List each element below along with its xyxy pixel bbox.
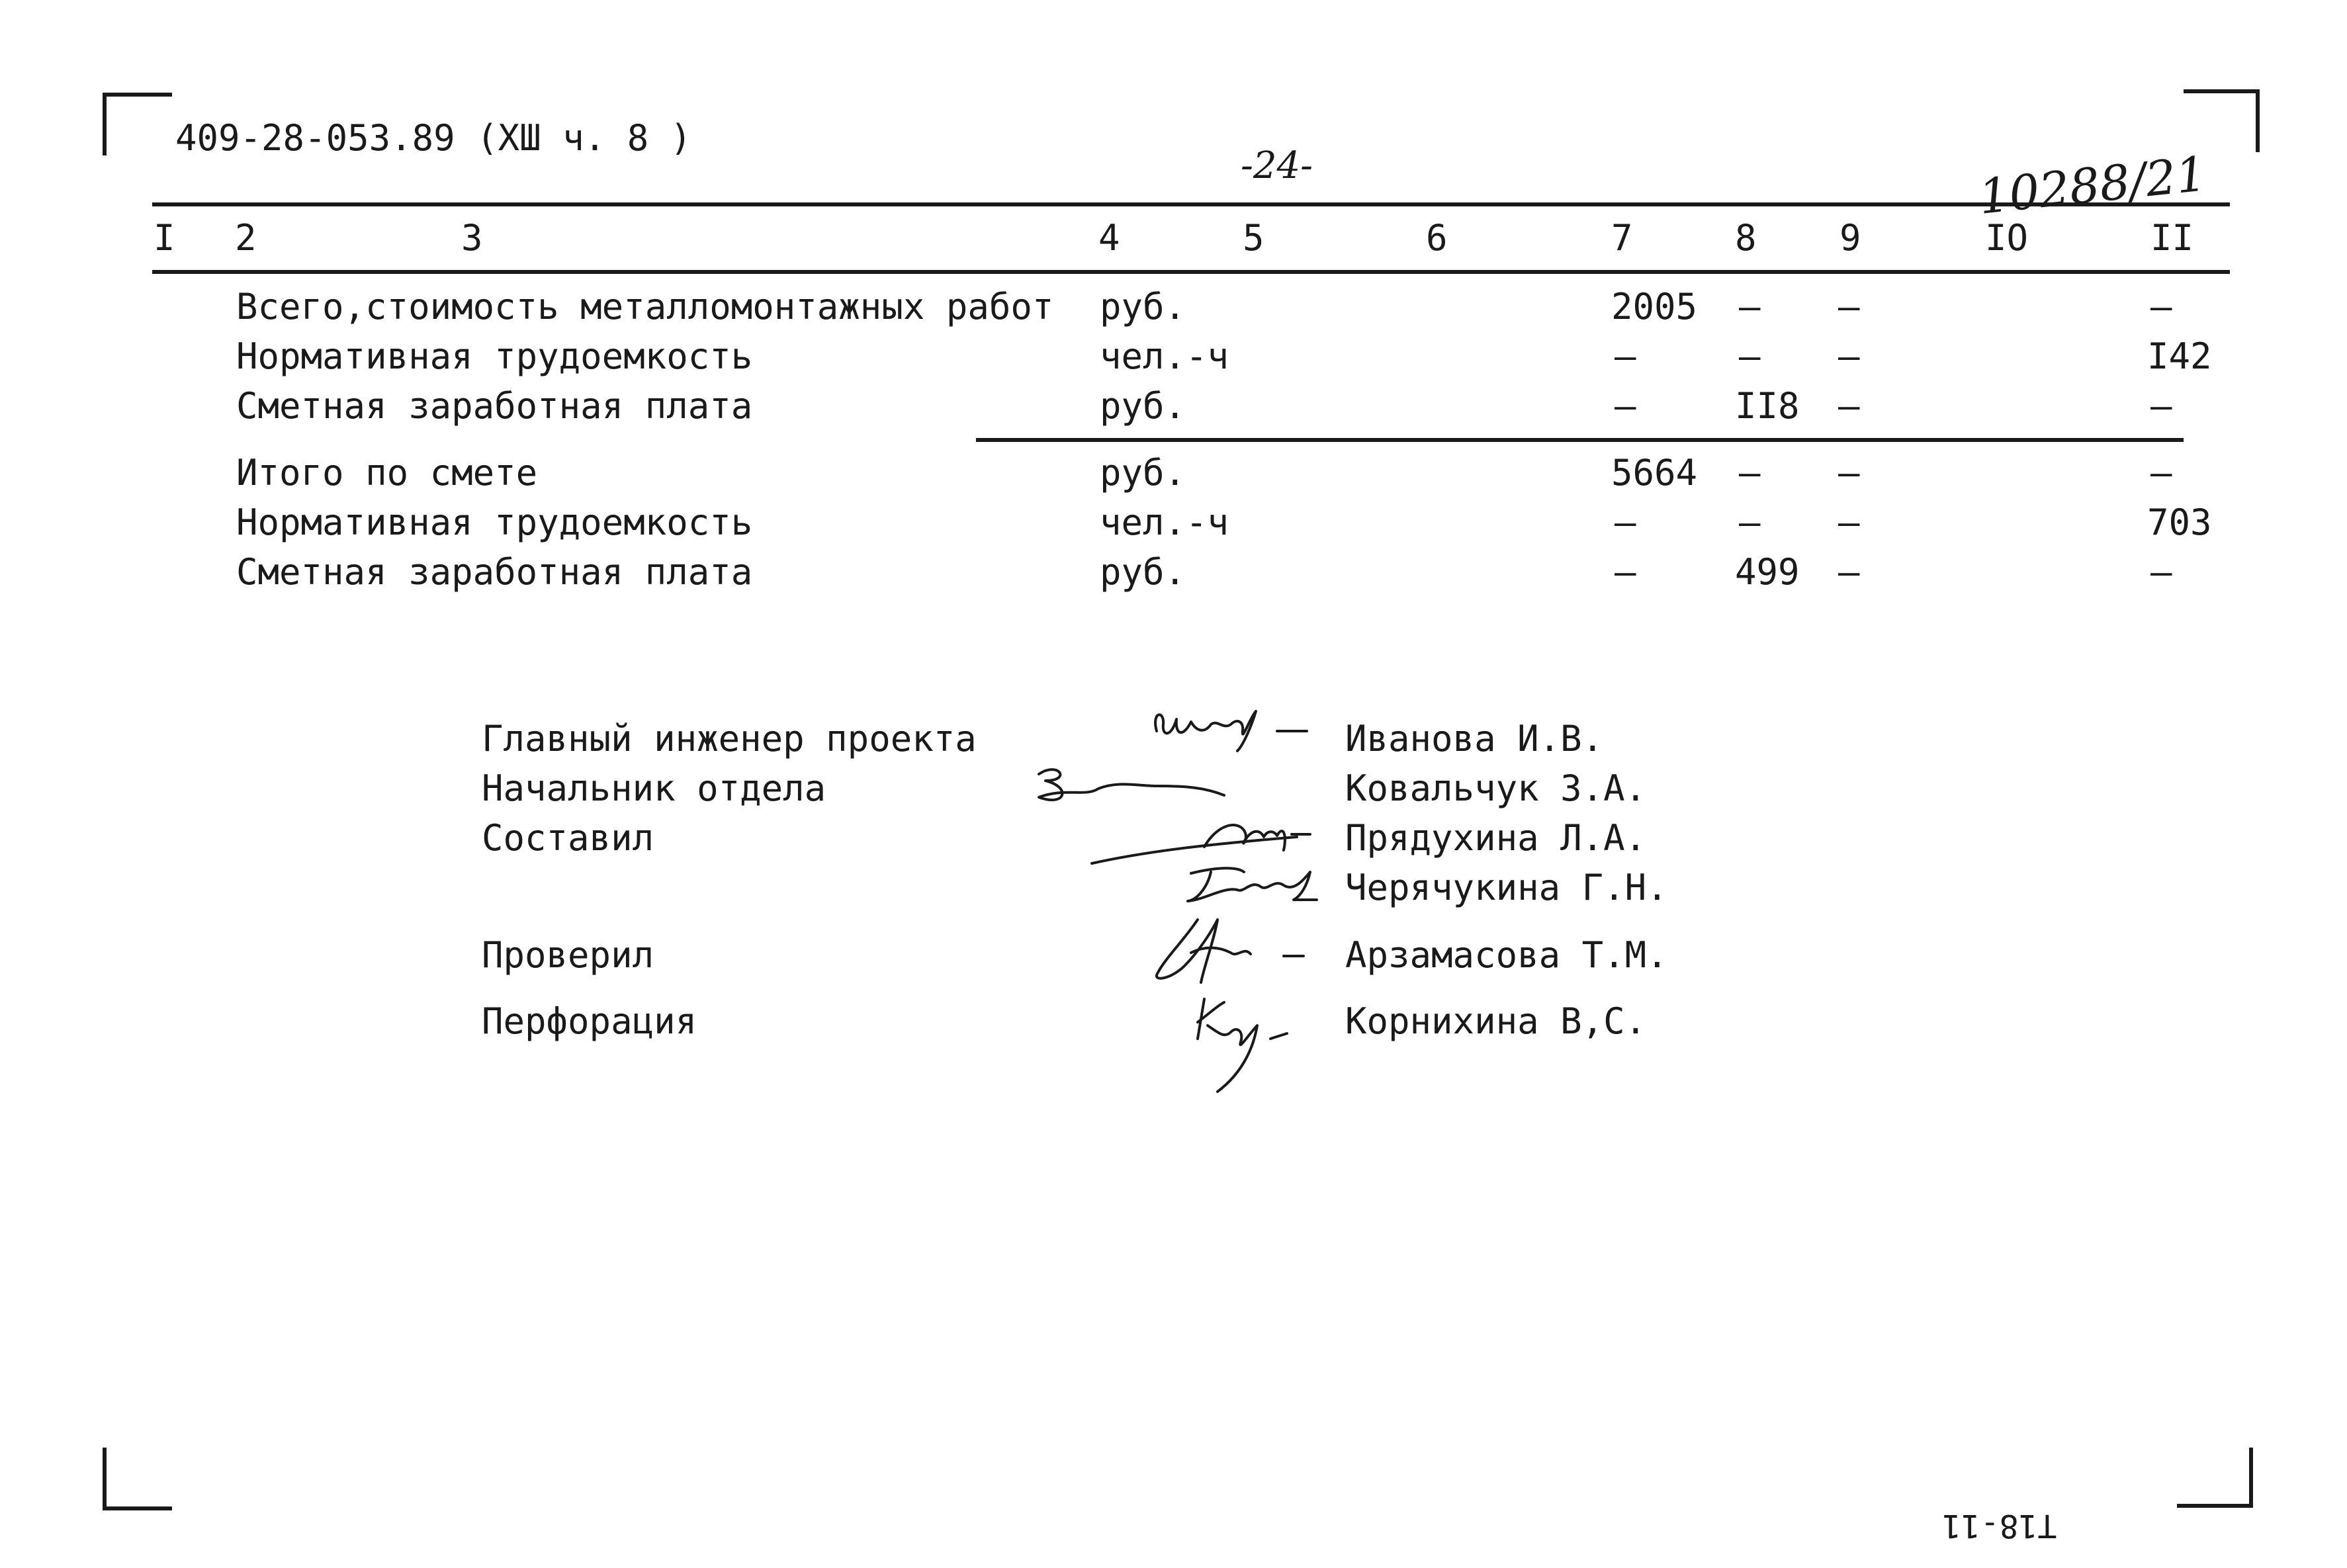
corner-mark-top-left (99, 89, 179, 162)
signer-name: Иванова И.В. (1345, 718, 1604, 760)
cell-col9: – (1838, 385, 1860, 427)
signer-role: Перфорация (482, 1000, 697, 1042)
cell-col7: 2005 (1611, 286, 1698, 327)
signer-name: Черячукина Г.Н. (1345, 867, 1668, 908)
row-label: Итого по смете (236, 452, 538, 494)
cell-col9: – (1838, 286, 1860, 327)
column-header-9: 9 (1839, 217, 1861, 259)
corner-mark-bottom-right (2170, 1442, 2263, 1515)
cell-col11: – (2150, 452, 2172, 494)
cell-col8: – (1739, 335, 1761, 377)
cell-col8: – (1739, 286, 1761, 327)
row-label: Нормативная трудоемкость (236, 501, 753, 543)
cell-col9: – (1838, 501, 1860, 543)
signer-role: Главный инженер проекта (482, 718, 977, 760)
column-header-3: 3 (461, 217, 483, 259)
document-code: 409-28-053.89 (ХШ ч. 8 ) (175, 117, 692, 159)
section-divider-rule (976, 438, 2184, 442)
row-unit: руб. (1100, 385, 1186, 427)
signer-name: Ковальчук З.А. (1345, 767, 1647, 809)
row-unit: чел.-ч (1100, 335, 1229, 377)
row-label: Сметная заработная плата (236, 551, 753, 593)
signer-name: Прядухина Л.А. (1345, 817, 1647, 859)
corner-mark-bottom-left (99, 1442, 179, 1515)
handwritten-signature (1026, 761, 1244, 814)
signer-name: Корнихина В,С. (1345, 1000, 1647, 1042)
cell-col9: – (1838, 452, 1860, 494)
cell-col7: – (1615, 385, 1636, 427)
row-label: Сметная заработная плата (236, 385, 753, 427)
row-unit: чел.-ч (1100, 501, 1229, 543)
row-label: Всего,стоимость металломонтажных работ (236, 286, 1054, 327)
signer-name: Арзамасова Т.М. (1345, 934, 1668, 976)
cell-col11: – (2150, 286, 2172, 327)
cell-col7: 5664 (1611, 452, 1698, 494)
handwritten-signature (1138, 906, 1323, 992)
footer-stamp: Т18-11 (1942, 1507, 2057, 1544)
cell-col7: – (1615, 335, 1636, 377)
table-header-rule (152, 270, 2230, 274)
handwritten-signature (1178, 986, 1310, 1098)
cell-col7: – (1615, 501, 1636, 543)
signer-role: Составил (482, 817, 654, 859)
column-header-10: IO (1985, 217, 2029, 259)
cell-col8: – (1739, 452, 1761, 494)
column-header-8: 8 (1735, 217, 1757, 259)
cell-col8: II8 (1735, 385, 1800, 427)
cell-col11: 703 (2147, 501, 2212, 543)
column-header-5: 5 (1243, 217, 1264, 259)
row-label: Нормативная трудоемкость (236, 335, 753, 377)
table-top-rule (152, 202, 2230, 206)
signer-role: Проверил (482, 934, 654, 976)
row-unit: руб. (1100, 286, 1186, 327)
cell-col8: 499 (1735, 551, 1800, 593)
column-header-4: 4 (1098, 217, 1120, 259)
handwritten-signature (1145, 705, 1317, 758)
cell-col7: – (1615, 551, 1636, 593)
cell-col9: – (1838, 335, 1860, 377)
cell-col11: – (2150, 551, 2172, 593)
cell-col8: – (1739, 501, 1761, 543)
page-number: -24- (1241, 144, 1313, 187)
row-unit: руб. (1100, 452, 1186, 494)
row-unit: руб. (1100, 551, 1186, 593)
column-header-7: 7 (1611, 217, 1633, 259)
cell-col9: – (1838, 551, 1860, 593)
handwritten-signature (1178, 860, 1330, 913)
column-header-6: 6 (1426, 217, 1448, 259)
cell-col11: – (2150, 385, 2172, 427)
signer-role: Начальник отдела (482, 767, 826, 809)
archive-number: 10288/21 (1976, 146, 2209, 225)
cell-col11: I42 (2147, 335, 2212, 377)
column-header-1: I (154, 217, 175, 259)
column-header-2: 2 (235, 217, 257, 259)
column-header-11: II (2150, 217, 2194, 259)
